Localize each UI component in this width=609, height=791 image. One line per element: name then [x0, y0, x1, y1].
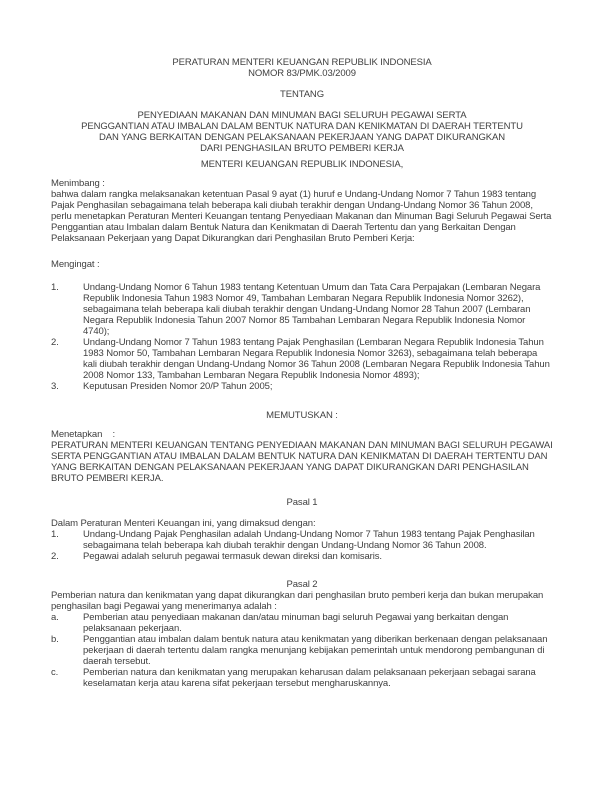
tentang-heading: TENTANG [280, 89, 324, 100]
subject-title-line-2: PENGGANTIAN ATAU IMBALAN DALAM BENTUK NATURA DAN KENIKMATAN DI DAERAH TERTENTU [81, 121, 523, 132]
pasal-1-intro: Dalam Peraturan Menteri Keuangan ini, yang dimaksud dengan: [51, 518, 316, 529]
item-text: Undang-Undang Pajak Penghasilan adalah Undang-Undang Nomor 7 Tahun 1983 tentang Pajak Penghasilan sebagaimana telah beberapa kah diubah terakhir dengan Undang-Undang Nomor 36 Tahun 2008. [83, 529, 535, 551]
legal-basis-item [51, 337, 553, 381]
definition-item [51, 529, 553, 551]
item-text: Keputusan Presiden Nomor 20/P Tahun 2005; [83, 381, 273, 392]
item-text: Pemberian atau penyediaan makanan dan/atau minuman bagi seluruh Pegawai yang berkaitan dengan pelaksanaan pekerjaan. [83, 612, 509, 634]
definition-item [51, 551, 553, 562]
item-marker: 1. [51, 282, 59, 293]
regulation-number: NOMOR 83/PMK.03/2009 [248, 68, 356, 79]
subject-title-line-1: PENYEDIAAN MAKANAN DAN MINUMAN BAGI SELURUH PEGAWAI SERTA [137, 110, 467, 121]
item-text: Pemberian natura dan kenikmatan yang merupakan keharusan dalam pelaksanaan pekerjaan sebagai sarana keselamatan kerja atau karena sifat pekerjaan tersebut mengharuskannya. [83, 667, 536, 689]
pasal-2-intro: Pemberian natura dan kenikmatan yang dapat dikurangkan dari penghasilan bruto pemberi kerja dan bukan merupakan penghasilan bagi Pegawai yang menerimanya adalah : [51, 590, 544, 612]
pasal-2-heading: Pasal 2 [286, 579, 318, 590]
item-text: Penggantian atau imbalan dalam bentuk natura atau kenikmatan yang diberikan berkenaan dengan pelaksanaan pekerjaan di daerah tertentu dalam rangka menunjang kebijakan pemerintah untuk mendorong pembangunan di daerah tersebut. [83, 634, 548, 667]
regulation-heading-line1: PERATURAN MENTERI KEUANGAN REPUBLIK INDONESIA [172, 57, 432, 68]
mengingat-label: Mengingat : [51, 259, 100, 270]
item-text: Pegawai adalah seluruh pegawai termasuk dewan direksi dan komisaris. [83, 551, 382, 562]
pasal-2-list [51, 612, 553, 689]
menetapkan-label: Menetapkan : [51, 429, 115, 440]
item-marker: 3. [51, 381, 59, 392]
item-marker: b. [51, 634, 59, 645]
issuing-authority: MENTERI KEUANGAN REPUBLIK INDONESIA, [200, 159, 404, 170]
item-marker: a. [51, 612, 59, 623]
subject-title-line-3: DAN YANG BERKAITAN DENGAN PELAKSANAAN PEKERJAAN YANG DAPAT DIKURANGKAN [98, 132, 505, 143]
pasal-1-list [51, 529, 553, 562]
legal-basis-item [51, 282, 553, 337]
menetapkan-paragraph: PERATURAN MENTERI KEUANGAN TENTANG PENYEDIAAN MAKANAN DAN MINUMAN BAGI SELURUH PEGAWAI SERTA PENGGANTIAN ATAU IMBALAN DALAM BENTUK NATURA DAN KENIKMATAN DI DAERAH TERTENTU DAN YANG BERKAITAN DENGAN PELAKSANAAN PEKERJAAN YANG DAPAT DIKURANGKAN DARI PENGHASILAN BRUTO PEMBERI KERJA. [51, 440, 553, 484]
menimbang-paragraph: bahwa dalam rangka melaksanakan ketentuan Pasal 9 ayat (1) huruf e Undang-Undang Nomor 7 Tahun 1983 tentang Pajak Penghasilan sebagaimana telah beberapa kali diubah terakhir dengan Undang-Undang Nomor 36 Tahun 2008, perlu menetapkan Peraturan Menteri Keuangan tentang Penyediaan Makanan dan Minuman Bagi Seluruh Pegawai Serta Penggantian atau Imbalan dalam Bentuk Natura dan Kenikmatan di Daerah Tertentu dan yang Berkaitan Dengan Pelaksanaan Pekerjaan yang Dapat Dikurangkan dari Penghasilan Bruto Pemberi Kerja: [51, 189, 552, 244]
deductible-benefit-item [51, 634, 553, 667]
menimbang-label: Menimbang : [51, 178, 105, 189]
item-marker: 2. [51, 551, 59, 562]
pasal-1-heading: Pasal 1 [286, 497, 318, 508]
deductible-benefit-item [51, 667, 553, 689]
memutuskan-heading: MEMUTUSKAN : [266, 410, 338, 421]
subject-title [51, 110, 553, 154]
regulation-heading [51, 57, 553, 79]
legal-basis-item [51, 381, 553, 392]
subject-title-line-4: DARI PENGHASILAN BRUTO PEMBERI KERJA [200, 143, 404, 154]
item-marker: 2. [51, 337, 59, 348]
item-marker: 1. [51, 529, 59, 540]
item-text: Undang-Undang Nomor 6 Tahun 1983 tentang Ketentuan Umum dan Tata Cara Perpajakan (Lembaran Negara Republik Indonesia Tahun 1983 Nomor 49, Tambahan Lembaran Negara Republik Indonesia Nomor 3262), sebagaimana telah beberapa kali diubah terakhir dengan Undang-Undang Nomor 28 Tahun 2007 (Lembaran Negara Republik Indonesia Tahun 2007 Nomor 85 Tambahan Lembaran Negara Republik Indonesia Nomor 4740); [83, 282, 541, 337]
legal-basis-list [51, 282, 553, 392]
item-text: Undang-Undang Nomor 7 Tahun 1983 tentang Pajak Penghasilan (Lembaran Negara Republik Indonesia Tahun 1983 Nomor 50, Tambahan Lembaran Negara Republik Indonesia Nomor 3263), sebagaimana telah beberapa kali diubah terakhir dengan Undang-Undang Nomor 36 Tahun 2008 (Lembaran Negara Republik Indonesia Tahun 2008 Nomor 133, Tambahan Lembaran Negara Republik Indonesia Nomor 4893); [83, 337, 550, 381]
item-marker: c. [51, 667, 59, 678]
deductible-benefit-item [51, 612, 553, 634]
